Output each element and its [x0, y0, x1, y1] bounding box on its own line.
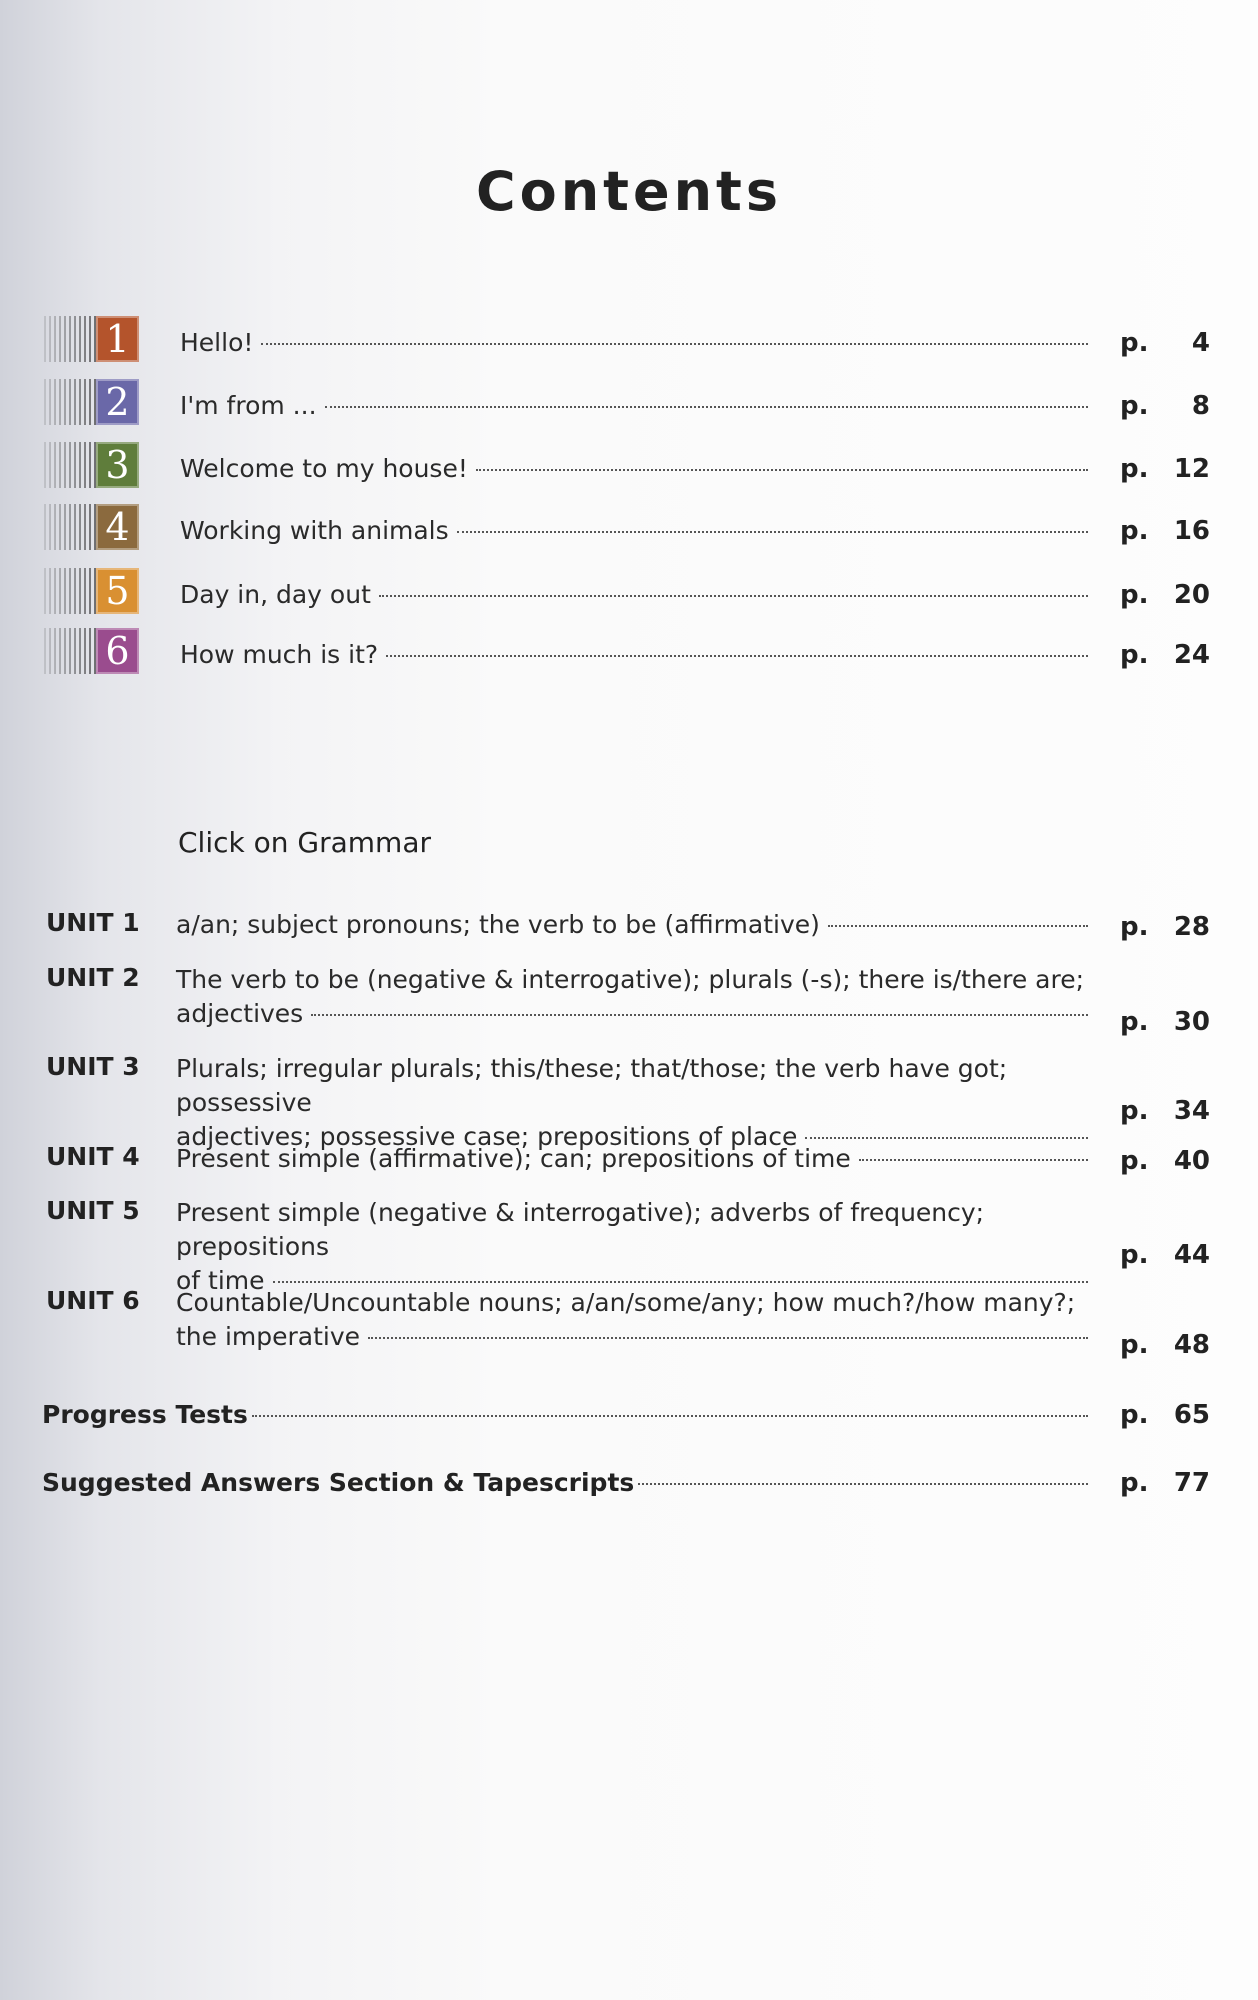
lesson-title: Welcome to my house! — [180, 454, 468, 483]
page-number: 24 — [1173, 640, 1210, 670]
unit-desc-line1: Countable/Uncountable nouns; a/an/some/any; how much?/how many?; — [176, 1288, 1076, 1317]
stripes-decoration — [44, 628, 100, 674]
lesson-number-badge — [44, 379, 139, 425]
page-prefix: p. — [1120, 1096, 1149, 1126]
unit-description — [176, 963, 1088, 1031]
stripes-decoration — [44, 504, 100, 550]
page-ref — [1120, 1007, 1210, 1037]
page-ref — [1120, 1468, 1210, 1498]
lesson-number: 2 — [96, 379, 139, 425]
lesson-title: Day in, day out — [180, 580, 371, 609]
page-prefix: p. — [1120, 1146, 1149, 1176]
lesson-number: 1 — [96, 316, 139, 362]
unit-desc-line1: Present simple (negative & interrogative); adverbs of frequency; prepositions — [176, 1198, 985, 1261]
unit-description — [176, 1142, 1088, 1176]
page-number: 12 — [1173, 454, 1210, 484]
page-prefix: p. — [1120, 912, 1149, 942]
page-ref — [1120, 1240, 1210, 1270]
lesson-title: Working with animals — [180, 516, 449, 545]
unit-label: UNIT 2 — [46, 963, 140, 992]
page-prefix: p. — [1120, 391, 1149, 421]
dot-leader — [386, 655, 1088, 657]
page-number: 34 — [1173, 1096, 1210, 1126]
dot-leader — [379, 595, 1088, 597]
lesson-number: 5 — [96, 568, 139, 614]
page-ref — [1120, 328, 1210, 358]
page-prefix: p. — [1120, 516, 1149, 546]
lesson-number-badge — [44, 316, 139, 362]
dot-leader — [311, 1014, 1088, 1016]
unit-desc-line2-wrap — [176, 1142, 1088, 1176]
unit-description — [176, 908, 1088, 942]
dot-leader — [476, 469, 1088, 471]
page-number: 65 — [1173, 1400, 1210, 1430]
stripes-decoration — [44, 442, 100, 488]
stripes-decoration — [44, 568, 100, 614]
stripes-decoration — [44, 379, 100, 425]
page-number: 40 — [1173, 1146, 1210, 1176]
dot-leader — [325, 406, 1088, 408]
page-ref — [1120, 912, 1210, 942]
page-number: 16 — [1173, 516, 1210, 546]
unit-label: UNIT 1 — [46, 908, 140, 937]
page-number: 30 — [1173, 1007, 1210, 1037]
lesson-number-badge — [44, 628, 139, 674]
page-prefix: p. — [1120, 1240, 1149, 1270]
lesson-number: 3 — [96, 442, 139, 488]
lesson-number-badge — [44, 568, 139, 614]
dot-leader — [273, 1281, 1088, 1283]
lesson-number: 6 — [96, 628, 139, 674]
page-number: 77 — [1173, 1468, 1210, 1498]
unit-desc-line2-wrap — [176, 908, 1088, 942]
page-prefix: p. — [1120, 1400, 1149, 1430]
lesson-title-line — [180, 640, 1088, 669]
page-ref — [1120, 1146, 1210, 1176]
page-prefix: p. — [1120, 328, 1149, 358]
unit-desc-line2: a/an; subject pronouns; the verb to be (affirmative) — [176, 910, 820, 939]
dot-leader — [638, 1483, 1088, 1485]
page-prefix: p. — [1120, 580, 1149, 610]
unit-desc-line2-wrap — [176, 997, 1088, 1031]
page-number: 20 — [1173, 580, 1210, 610]
page-number: 8 — [1191, 391, 1210, 421]
page-ref — [1120, 1330, 1210, 1360]
extra-section-line — [42, 1468, 1088, 1497]
lesson-title-line — [180, 516, 1088, 545]
page-number: 44 — [1173, 1240, 1210, 1270]
page-prefix: p. — [1120, 1468, 1149, 1498]
lesson-title-line — [180, 454, 1088, 483]
page-prefix: p. — [1120, 454, 1149, 484]
page-prefix: p. — [1120, 1007, 1149, 1037]
unit-desc-line1: The verb to be (negative & interrogative); plurals (-s); there is/there are; — [176, 965, 1085, 994]
unit-desc-line2: of time — [176, 1266, 265, 1295]
unit-desc-line2-wrap — [176, 1320, 1088, 1354]
page-ref — [1120, 580, 1210, 610]
page-ref — [1120, 1096, 1210, 1126]
extra-section-line — [42, 1400, 1088, 1429]
unit-description — [176, 1196, 1088, 1298]
unit-desc-line1: Plurals; irregular plurals; this/these; that/those; the verb have got; possessive — [176, 1054, 1008, 1117]
page-number: 48 — [1173, 1330, 1210, 1360]
extra-section-title: Progress Tests — [42, 1400, 248, 1429]
unit-desc-line2: the imperative — [176, 1322, 361, 1351]
lesson-title-line — [180, 391, 1088, 420]
lesson-title-line — [180, 580, 1088, 609]
page-number: 4 — [1191, 328, 1210, 358]
grammar-heading: Click on Grammar — [178, 826, 431, 859]
page-ref — [1120, 391, 1210, 421]
extra-section-title: Suggested Answers Section & Tapescripts — [42, 1468, 635, 1497]
lesson-number: 4 — [96, 504, 139, 550]
unit-desc-line2: adjectives; possessive case; prepositions of place — [176, 1122, 798, 1151]
page-prefix: p. — [1120, 1330, 1149, 1360]
page-ref — [1120, 454, 1210, 484]
lesson-title-line — [180, 328, 1088, 357]
page-prefix: p. — [1120, 640, 1149, 670]
lesson-title: How much is it? — [180, 640, 379, 669]
dot-leader — [828, 925, 1088, 927]
page-title: Contents — [475, 160, 782, 223]
dot-leader — [457, 531, 1088, 533]
unit-label: UNIT 3 — [46, 1052, 140, 1081]
lesson-number-badge — [44, 504, 139, 550]
dot-leader — [261, 343, 1088, 345]
unit-label: UNIT 5 — [46, 1196, 140, 1225]
unit-desc-line2: adjectives — [176, 999, 304, 1028]
page-number: 28 — [1173, 912, 1210, 942]
unit-desc-line2: Present simple (affirmative); can; prepositions of time — [176, 1144, 851, 1173]
dot-leader — [368, 1337, 1088, 1339]
unit-description — [176, 1286, 1088, 1354]
unit-label: UNIT 4 — [46, 1142, 140, 1171]
unit-label: UNIT 6 — [46, 1286, 140, 1315]
page-ref — [1120, 516, 1210, 546]
unit-description — [176, 1052, 1088, 1154]
dot-leader — [252, 1415, 1088, 1417]
lesson-title: Hello! — [180, 328, 254, 357]
page-ref — [1120, 1400, 1210, 1430]
dot-leader — [805, 1137, 1088, 1139]
lesson-title: I'm from ... — [180, 391, 317, 420]
stripes-decoration — [44, 316, 100, 362]
page-ref — [1120, 640, 1210, 670]
dot-leader — [859, 1159, 1088, 1161]
lesson-number-badge — [44, 442, 139, 488]
